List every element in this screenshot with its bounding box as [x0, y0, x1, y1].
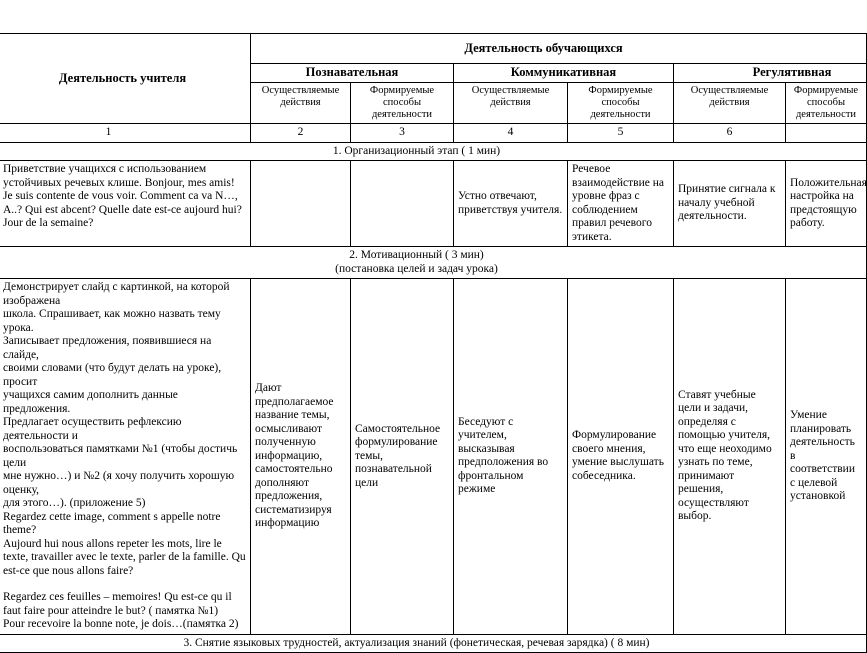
- stage-heading-1: 1. Организационный этап ( 1 мин): [0, 142, 867, 161]
- row2-communicative-done: Беседуют с учителем, высказывая предположения во фронтальном режиме: [454, 279, 568, 635]
- column-number: 3: [351, 124, 454, 143]
- row2-teacher-activity: Демонстрирует слайд с картинкой, на которой изображена школа. Спрашивает, как можно назвать тему урока. Записывает предложения, появившиеся на слайде, своими словами (что будут делать на уроке), просит учащихся самим дополнить данные предложения. Предлагает осуществить рефлексию деятельности и воспользоваться памятками №1 (чтобы достичь цели мне нужно…) и №2 (я хочу получить хорошую оценку, для этого…). (приложение 5) Regardez cette image, comment s appelle notre theme? Aujourd hui nous allons repeter les mots, lire le texte, travailler avec le texte, parler de la famille. Qu est-ce que nous allons faire? Regardez ces feuilles – memoires! Qu est-ce qu il faut faire pour atteindre le but? ( памятка №1) Pour recevoire la bonne note, je dois…(памятка 2): [0, 279, 251, 635]
- column-number: 4: [454, 124, 568, 143]
- stage-heading-3: 3. Снятие языковых трудностей, актуализация знаний (фонетическая, речевая зарядка) ( 8 мин): [0, 634, 867, 653]
- subheader-regulative-formed: Формируемые способы деятельности: [786, 83, 867, 124]
- column-number: 6: [674, 124, 786, 143]
- column-number: 2: [251, 124, 351, 143]
- row1-cognitive-formed: [351, 161, 454, 247]
- row1-teacher-activity: Приветствие учащихся с использованием устойчивых речевых клише. Bonjour, mes amis! Je suis contente de vous voir. Comment ca va N…, A..? Qui est abcent? Quelle date est-ce aujourd hui? Jour de la semaine?: [0, 161, 251, 247]
- header-student-activity: Деятельность обучающихся: [251, 34, 867, 64]
- row2-regulative-formed: Умение планировать деятельность в соответствии с целевой установкой: [786, 279, 867, 635]
- row2-cognitive-done: Дают предполагаемое название темы, осмысливают полученную информацию, самостоятельно дополняют предложения, систематизируя информацию: [251, 279, 351, 635]
- row2-regulative-done: Ставят учебные цели и задачи, определяя с помощью учителя, что еще неоходимо узнать по теме, принимают решения, осуществляют выбор.: [674, 279, 786, 635]
- subheader-cognitive-formed: Формируемые способы деятельности: [351, 83, 454, 124]
- header-group-communicative: Коммуникативная: [454, 64, 674, 83]
- header-group-regulative: Регулятивная: [674, 64, 867, 83]
- column-number: 1: [0, 124, 251, 143]
- row1-communicative-formed: Речевое взаимодействие на уровне фраз с соблюдением правил речевого этикета.: [568, 161, 674, 247]
- stage-heading-2: 2. Мотивационный ( 3 мин) (постановка целей и задач урока): [0, 247, 867, 279]
- subheader-communicative-formed: Формируемые способы деятельности: [568, 83, 674, 124]
- row1-regulative-done: Принятие сигнала к началу учебной деятельности.: [674, 161, 786, 247]
- lesson-plan-table: [0, 33, 867, 653]
- row1-regulative-formed: Положительная настройка на предстоящую работу.: [786, 161, 867, 247]
- header-group-cognitive: Познавательная: [251, 64, 454, 83]
- row1-communicative-done: Устно отвечают, приветствуя учителя.: [454, 161, 568, 247]
- subheader-communicative-done: Осуществляемые действия: [454, 83, 568, 124]
- row2-communicative-formed: Формулирование своего мнения, умение выслушать собеседника.: [568, 279, 674, 635]
- column-number: [786, 124, 867, 143]
- subheader-cognitive-done: Осуществляемые действия: [251, 83, 351, 124]
- row2-cognitive-formed: Самостоятельное формулирование темы, познавательной цели: [351, 279, 454, 635]
- row1-cognitive-done: [251, 161, 351, 247]
- subheader-regulative-done: Осуществляемые действия: [674, 83, 786, 124]
- header-teacher-activity: Деятельность учителя: [0, 34, 251, 124]
- column-number: 5: [568, 124, 674, 143]
